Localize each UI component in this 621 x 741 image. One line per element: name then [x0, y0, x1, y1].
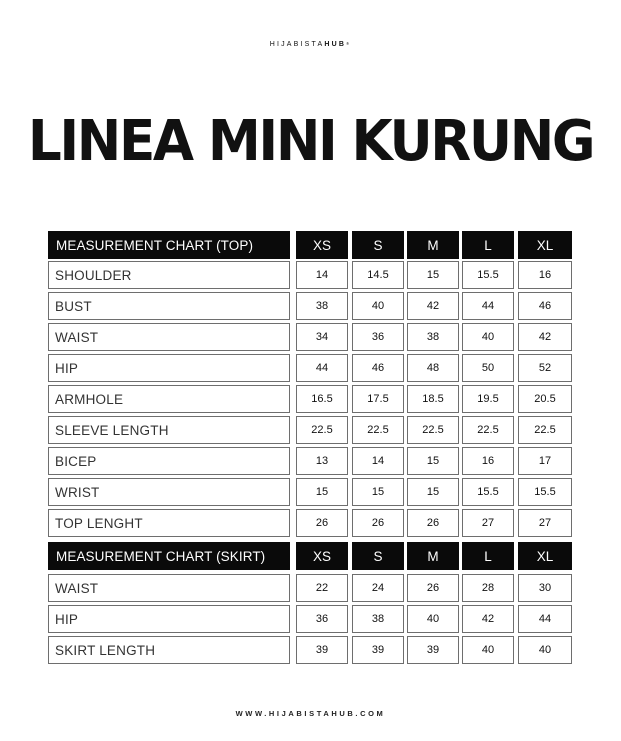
top-chart-value-cell: 46: [518, 292, 572, 320]
top-chart-value-cell: 22.5: [407, 416, 459, 444]
top-chart-value-cell: 15.5: [462, 261, 514, 289]
top-chart-measure-label: SLEEVE LENGTH: [48, 416, 290, 444]
skirt-chart-value-cell: 36: [296, 605, 348, 633]
top-chart-value-cell: 15: [296, 478, 348, 506]
top-chart-value-cell: 15.5: [518, 478, 572, 506]
skirt-chart-value-cell: 24: [352, 574, 404, 602]
skirt-chart-value-cell: 26: [407, 574, 459, 602]
top-chart-value-cell: 15: [407, 447, 459, 475]
top-chart-value-cell: 42: [407, 292, 459, 320]
top-chart-size-l: L: [462, 231, 514, 259]
top-chart-value-cell: 14: [352, 447, 404, 475]
skirt-chart-size-xl: XL: [518, 542, 572, 570]
top-chart-value-cell: 34: [296, 323, 348, 351]
top-chart-value-cell: 44: [296, 354, 348, 382]
top-chart-size-xs: XS: [296, 231, 348, 259]
top-chart-measure-label: WRIST: [48, 478, 290, 506]
top-chart-value-cell: 17: [518, 447, 572, 475]
skirt-chart-size-xs: XS: [296, 542, 348, 570]
top-chart-size-s: S: [352, 231, 404, 259]
top-chart-measure-label: BUST: [48, 292, 290, 320]
skirt-chart-size-s: S: [352, 542, 404, 570]
skirt-chart-measure-label: HIP: [48, 605, 290, 633]
top-chart-value-cell: 15: [352, 478, 404, 506]
top-chart-value-cell: 15: [407, 478, 459, 506]
skirt-chart-value-cell: 28: [462, 574, 514, 602]
top-chart-size-xl: XL: [518, 231, 572, 259]
top-chart-value-cell: 26: [296, 509, 348, 537]
skirt-chart-value-cell: 40: [462, 636, 514, 664]
top-chart-value-cell: 14: [296, 261, 348, 289]
top-chart-value-cell: 52: [518, 354, 572, 382]
top-chart-value-cell: 15: [407, 261, 459, 289]
skirt-chart-size-l: L: [462, 542, 514, 570]
brand-name-bold: HUB: [324, 41, 347, 48]
skirt-chart-measure-label: SKIRT LENGTH: [48, 636, 290, 664]
top-chart-value-cell: 13: [296, 447, 348, 475]
top-chart-value-cell: 40: [462, 323, 514, 351]
top-chart-value-cell: 26: [407, 509, 459, 537]
top-chart-value-cell: 22.5: [518, 416, 572, 444]
top-chart-value-cell: 16.5: [296, 385, 348, 413]
skirt-chart-size-m: M: [407, 542, 459, 570]
top-chart-value-cell: 44: [462, 292, 514, 320]
brand-name-light: HIJABISTA: [269, 41, 325, 48]
top-chart-value-cell: 16: [462, 447, 514, 475]
top-chart-value-cell: 40: [352, 292, 404, 320]
top-chart-value-cell: 16: [518, 261, 572, 289]
skirt-chart-value-cell: 42: [462, 605, 514, 633]
skirt-chart-measure-label: WAIST: [48, 574, 290, 602]
brand-logo: [0, 41, 621, 48]
top-chart-value-cell: 22.5: [296, 416, 348, 444]
top-chart-value-cell: 19.5: [462, 385, 514, 413]
top-chart-size-m: M: [407, 231, 459, 259]
top-chart-value-cell: 38: [296, 292, 348, 320]
skirt-chart-value-cell: 39: [352, 636, 404, 664]
skirt-chart-value-cell: 22: [296, 574, 348, 602]
top-chart-value-cell: 22.5: [352, 416, 404, 444]
top-chart-value-cell: 26: [352, 509, 404, 537]
skirt-chart-value-cell: 39: [407, 636, 459, 664]
top-chart-measure-label: HIP: [48, 354, 290, 382]
top-chart-value-cell: 18.5: [407, 385, 459, 413]
top-chart-value-cell: 50: [462, 354, 514, 382]
registered-mark: ®: [346, 41, 352, 46]
top-chart-value-cell: 36: [352, 323, 404, 351]
page-title: LINEA MINI KURUNG: [27, 109, 594, 174]
website-url: WWW.HIJABISTAHUB.COM: [235, 709, 386, 718]
top-chart-value-cell: 20.5: [518, 385, 572, 413]
top-chart-value-cell: 42: [518, 323, 572, 351]
skirt-chart-header-label: MEASUREMENT CHART (SKIRT): [48, 542, 290, 570]
top-chart-value-cell: 46: [352, 354, 404, 382]
skirt-chart-value-cell: 39: [296, 636, 348, 664]
skirt-chart-value-cell: 40: [518, 636, 572, 664]
top-chart-value-cell: 27: [518, 509, 572, 537]
top-chart-value-cell: 17.5: [352, 385, 404, 413]
skirt-chart-value-cell: 44: [518, 605, 572, 633]
top-chart-value-cell: 22.5: [462, 416, 514, 444]
skirt-chart-value-cell: 38: [352, 605, 404, 633]
skirt-chart-value-cell: 40: [407, 605, 459, 633]
top-chart-measure-label: WAIST: [48, 323, 290, 351]
skirt-chart-value-cell: 30: [518, 574, 572, 602]
top-chart-value-cell: 48: [407, 354, 459, 382]
top-chart-value-cell: 27: [462, 509, 514, 537]
top-chart-value-cell: 15.5: [462, 478, 514, 506]
top-chart-measure-label: ARMHOLE: [48, 385, 290, 413]
top-chart-value-cell: 38: [407, 323, 459, 351]
top-chart-value-cell: 14.5: [352, 261, 404, 289]
top-chart-measure-label: BICEP: [48, 447, 290, 475]
top-chart-measure-label: TOP LENGHT: [48, 509, 290, 537]
top-chart-header-label: MEASUREMENT CHART (TOP): [48, 231, 290, 259]
top-chart-measure-label: SHOULDER: [48, 261, 290, 289]
